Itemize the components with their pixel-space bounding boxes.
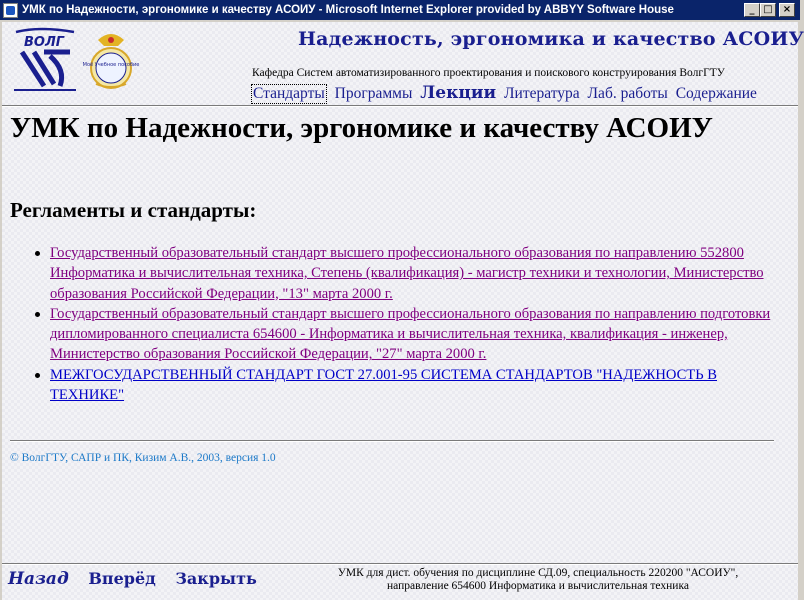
maximize-button[interactable]: □ <box>760 3 776 17</box>
window-titlebar[interactable] <box>0 0 800 22</box>
volgtu-logo-icon <box>10 24 80 94</box>
forward-button[interactable]: Вперёд <box>88 569 156 588</box>
close-page-button[interactable]: Закрыть <box>175 569 257 588</box>
window-title: УМК по Надежности, эргономике и качеству АСОИУ - Microsoft Internet Explorer provided by ABBYY Software House <box>22 4 674 16</box>
standard-link-654600[interactable]: Государственный образовательный стандарт высшего профессионального образования по направлению подготовки дипломированного специалиста 654600 - Информатика и вычислительная техника, квалификация - инженер, Министерство образования Российской Федерации, "27" марта 2000 г. <box>50 305 771 363</box>
site-title: Надежность, эргономика и качество АСОИУ <box>298 28 804 50</box>
standard-link-gost[interactable]: МЕЖГОСУДАРСТВЕННЫЙ СТАНДАРТ ГОСТ 27.001-95 СИСТЕМА СТАНДАРТОВ "НАДЕЖНОСТЬ В ТЕХНИКЕ" <box>50 366 717 404</box>
seal-text: Моё Учебное пособие <box>82 62 140 68</box>
page-title: УМК по Надежности, эргономике и качеству АСОИУ <box>10 112 713 144</box>
top-navigation <box>251 83 761 103</box>
copyright-text: © ВолгГТУ, САПР и ПК, Кизим А.В., 2003, версия 1.0 <box>10 452 276 464</box>
department-label: Кафедра Систем автоматизированного проектирования и поискового конструирования ВолгГТУ <box>252 67 725 79</box>
volgtu-logo-text: ВОЛГ <box>24 35 65 50</box>
ie-page-icon <box>3 3 18 18</box>
nav-lab-works[interactable]: Лаб. работы <box>587 85 668 102</box>
section-heading: Регламенты и стандарты: <box>10 198 257 222</box>
nav-contents[interactable]: Содержание <box>675 85 757 102</box>
standards-list <box>50 243 780 405</box>
list-item <box>50 304 780 365</box>
page-viewport <box>2 22 804 600</box>
footer-info-line1: УМК для дист. обучения по дисциплине СД.09, специальность 220200 "АСОИУ", <box>337 567 739 579</box>
footer-info <box>294 567 782 593</box>
minimize-button[interactable]: _ <box>744 3 760 17</box>
close-window-button[interactable]: × <box>779 3 795 17</box>
standard-link-552800[interactable]: Государственный образовательный стандарт высшего профессионального образования по направлению 552800 Информатика и вычислительная техника, Степень (квалификация) - магистр техники и технологии, Министерство образования Российской Федерации, "13" марта 2000 г. <box>50 245 764 302</box>
footer-navigation <box>8 569 271 589</box>
nav-standards[interactable]: Стандарты <box>253 85 325 102</box>
content-divider <box>10 440 774 442</box>
header-divider <box>2 105 798 107</box>
nav-lectures[interactable]: Лекции <box>420 83 497 103</box>
back-button[interactable]: Назад <box>8 569 69 589</box>
footer-info-line2: направление 654600 Информатика и вычислительная техника <box>387 580 689 592</box>
nav-literature[interactable]: Литература <box>504 85 580 102</box>
list-item <box>50 243 780 304</box>
footer-divider <box>2 563 798 565</box>
seal-emblem-icon <box>82 32 140 94</box>
nav-programs[interactable]: Программы <box>334 85 413 102</box>
list-item <box>50 365 780 406</box>
